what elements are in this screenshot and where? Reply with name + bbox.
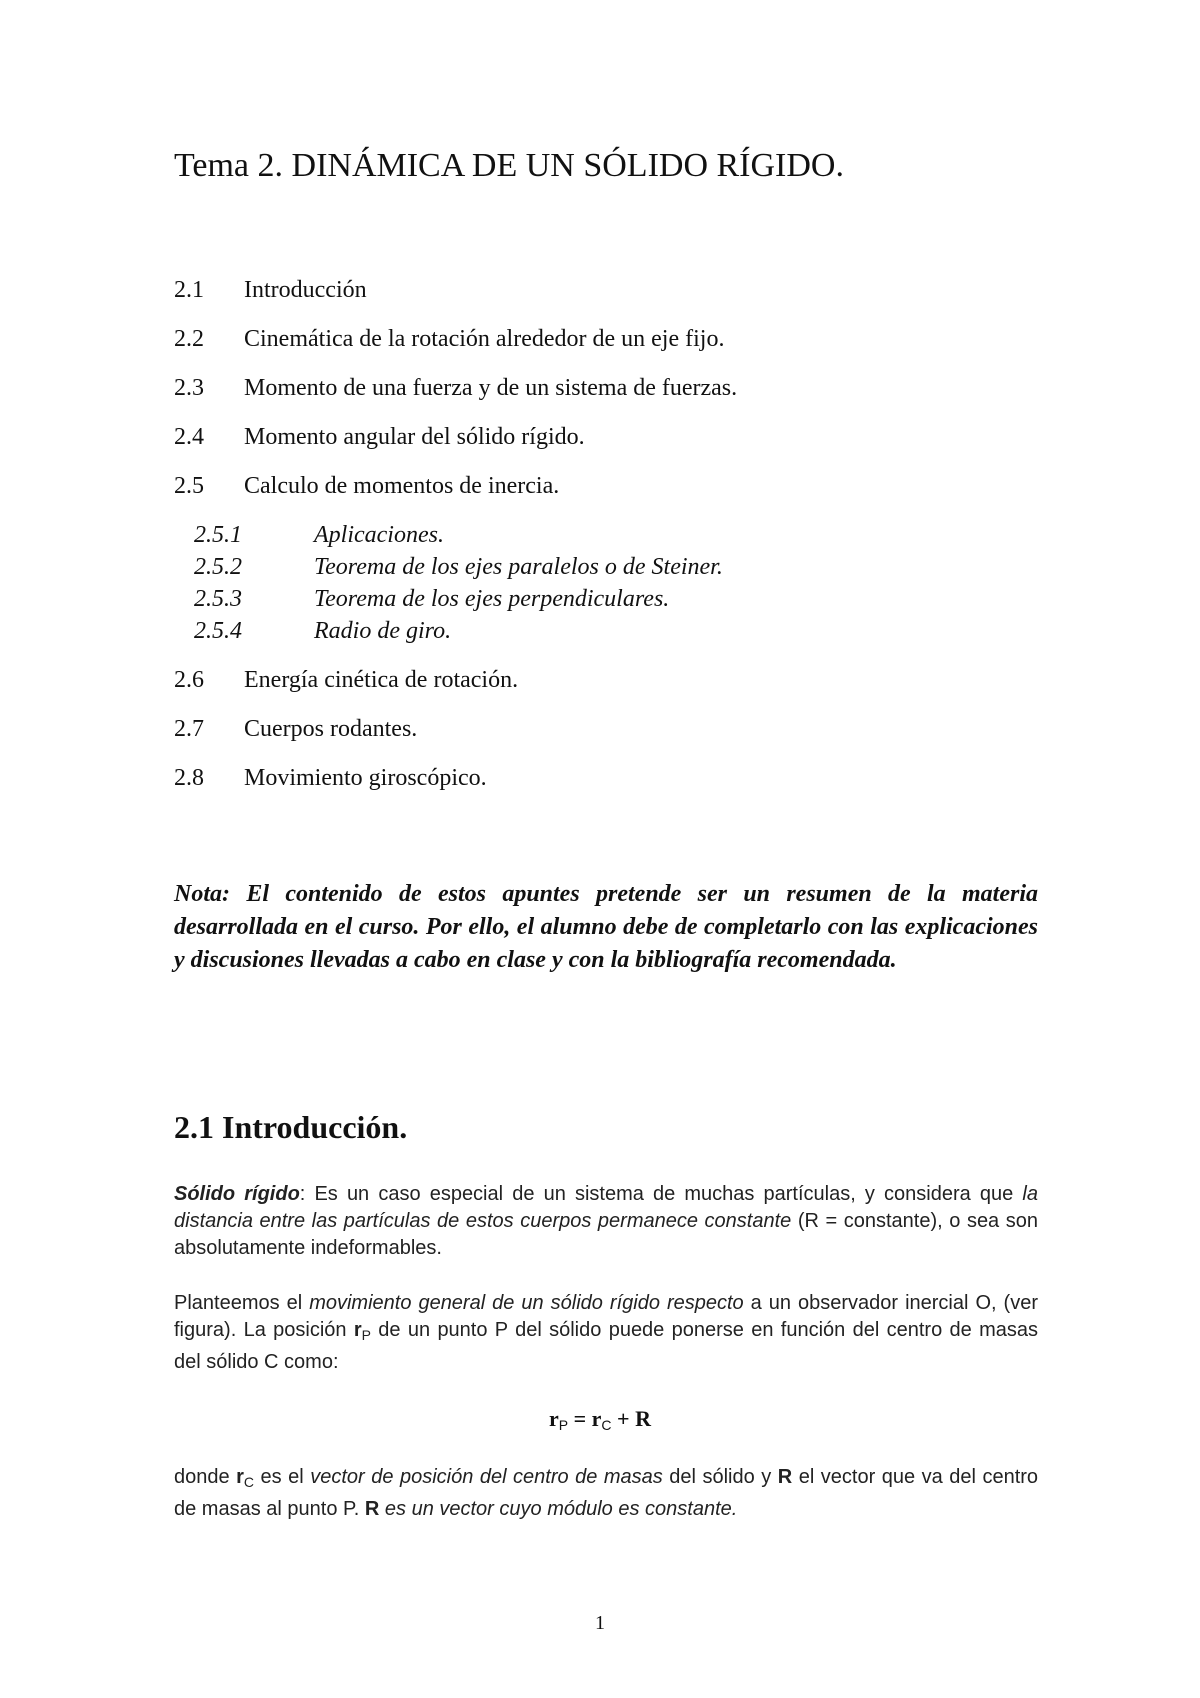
equals: = [568,1406,592,1431]
vector-R: R [635,1406,651,1431]
toc-item-number: 2.5.1 [194,522,242,548]
toc-item-label: Cuerpos rodantes. [244,716,418,742]
vector-r: r [236,1466,244,1488]
text: el vector que va del centro de masas al punto P. [174,1466,1039,1520]
position-formula [0,1406,1200,1433]
toc-item-number: 2.5.4 [194,618,242,644]
emphasis: vector de posición del centro de masas [310,1466,663,1488]
page-title: Tema 2. DINÁMICA DE UN SÓLIDO RÍGIDO. [174,147,844,184]
toc-item-label: Aplicaciones. [314,522,444,548]
toc-item-number: 2.7 [174,716,204,742]
toc-item-label: Teorema de los ejes paralelos o de Steiner. [314,554,723,580]
plus: + [611,1406,636,1431]
toc-item-number: 2.2 [174,326,204,352]
toc-item-label: Movimiento giroscópico. [244,765,487,791]
toc-item-number: 2.8 [174,765,204,791]
vector-r: r [591,1406,602,1431]
emphasis: es un vector cuyo módulo es constante. [379,1498,738,1520]
text: del sólido y [662,1466,778,1488]
paragraph-solid-rigid [174,1181,1038,1262]
toc-item-label: Cinemática de la rotación alrededor de un eje fijo. [244,326,725,352]
subscript: C [243,1474,255,1490]
toc-item-label: Teorema de los ejes perpendiculares. [314,586,670,612]
text: a un observador inercial O, (ver figura). La posición [174,1292,1038,1341]
toc-item-label: Introducción [244,277,367,303]
emphasis: movimiento general de un sólido rígido respecto [309,1292,744,1314]
toc-item-number: 2.3 [174,375,204,401]
emphasis: la distancia entre las partículas de estos cuerpos permanece constante [174,1183,1038,1232]
toc-item-number: 2.5 [174,473,204,499]
toc-item-label: Radio de giro. [314,618,452,644]
toc-item-label: Calculo de momentos de inercia. [244,473,560,499]
vector-r: r [549,1406,559,1431]
toc-item-number: 2.5.3 [194,586,242,612]
text: (R = constante), o sea son absolutamente indeformables. [174,1210,1038,1259]
toc-item-number: 2.1 [174,277,204,303]
text: donde [174,1466,237,1488]
toc-item-number: 2.4 [174,424,204,450]
subscript: P [558,1417,569,1433]
toc-item-number: 2.5.2 [194,554,242,580]
paragraph-vectors [174,1464,1038,1523]
paragraph-general-motion [174,1290,1038,1376]
vector-R: R [777,1466,793,1488]
subscript: C [601,1417,612,1433]
page-number: 1 [595,1612,605,1634]
subscript: P [361,1327,371,1343]
note-paragraph: Nota: El contenido de estos apuntes pretende ser un resumen de la materia desarrollada en el curso. Por ello, el alumno debe de completarlo con las explicaciones y discusiones llevadas a cabo en clase y con la bibliografía recomendada. [174,881,1038,973]
toc-item-label: Momento angular del sólido rígido. [244,424,585,450]
text: : Es un caso especial de un sistema de muchas partículas, y considera que [299,1183,1023,1205]
text: Planteemos el [174,1292,310,1314]
toc-item-number: 2.6 [174,667,204,693]
vector-r: r [353,1319,362,1341]
text: es el [254,1466,311,1488]
toc-item-label: Momento de una fuerza y de un sistema de fuerzas. [244,375,738,401]
section-title: 2.1 Introducción. [174,1109,408,1145]
term-solido-rigido: Sólido rígido [174,1183,300,1205]
vector-R: R [364,1498,380,1520]
text: de un punto P del sólido puede ponerse en función del centro de masas del sólido C como: [174,1319,1038,1373]
toc-item-label: Energía cinética de rotación. [244,667,519,693]
